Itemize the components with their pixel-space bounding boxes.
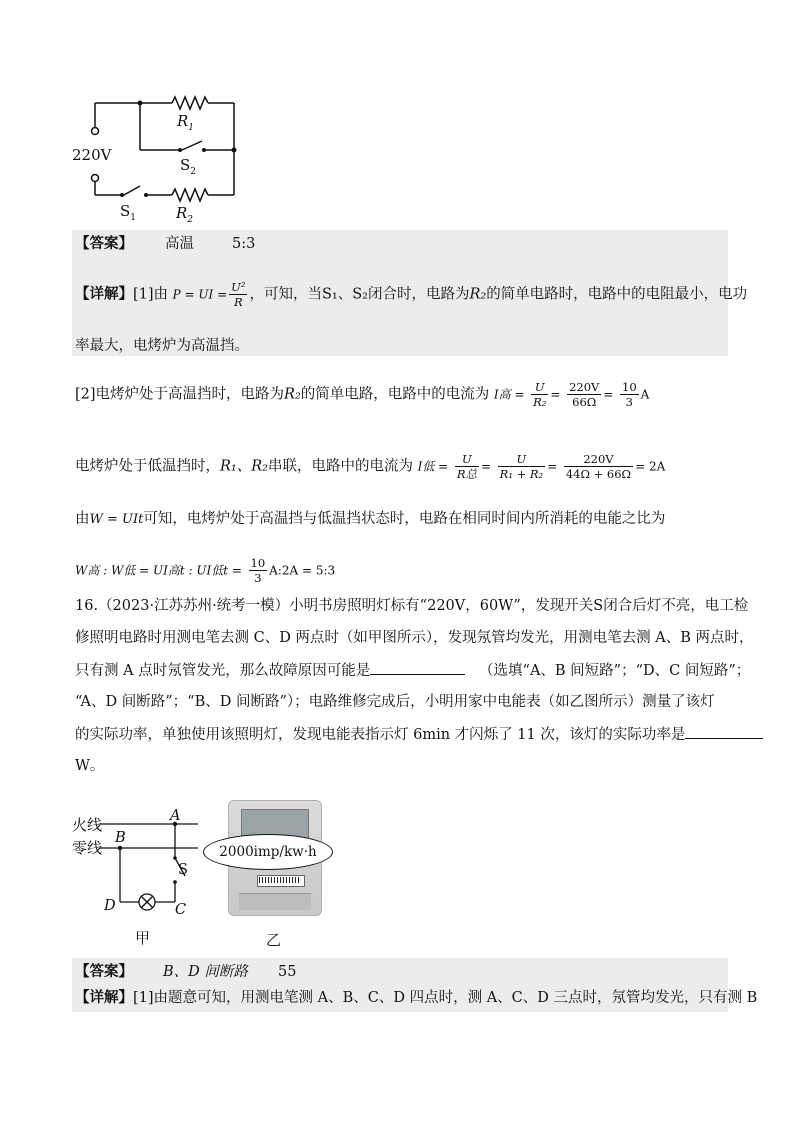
- figure-caption-jia: 甲: [135, 929, 151, 947]
- voltage-label: 220V: [72, 146, 112, 164]
- detail-line-6: W高 : W低 = UI高t : UI低t = $\frac{10}{3}$ A:2A = 5:3: [75, 556, 336, 585]
- question-16-line-2: 修照明电路时用测电笔去测 C、D 两点时（如甲图所示），发现氖管均发光，用测电笔去测 A、B 两点时，: [75, 630, 754, 646]
- s2-label: $S_2$: [180, 156, 197, 177]
- figure-caption-yi: 乙: [266, 931, 282, 949]
- answer-1-value-2: 5:3: [232, 236, 256, 252]
- question-16-line-3: 只有测 A 点时氖管发光，那么故障原因可能是 （选填“A、B 间短路”；“D、C 间短路”；: [75, 660, 750, 681]
- question-16-line-1: 16.（2023·江苏苏州·统考一模）小明书房照明灯标有“220V，60W”，发现开关S闭合后灯不亮，电工检: [75, 598, 749, 614]
- point-c-label: C: [175, 902, 187, 918]
- question-16-line-6: W。: [75, 758, 105, 774]
- r1-label: $R_1$: [177, 112, 195, 133]
- neutral-wire-label: 零线: [72, 839, 103, 857]
- answer-2-value-1: B、D 间断路: [163, 964, 248, 980]
- question-16-line-4: “A、D 间断路”；“B、D 间断路”）；电路维修完成后，小明用家中电能表（如乙图所示）测量了该灯: [75, 694, 715, 710]
- detail-line-3: [2]电烤炉处于高温挡时，电路为R₂的简单电路，电路中的电流为 I高 = $\frac{U}{\text{R₂}}$ = $\frac{220V}{66\Omega}$ = $\frac{10}{3}$ A: [75, 380, 650, 409]
- answer-1-value-1: 高温: [165, 236, 194, 252]
- point-d-label: D: [104, 898, 116, 914]
- answer-label-1: 【答案】: [75, 235, 133, 252]
- meter-constant-bubble: 2000imp/kw·h: [203, 834, 333, 870]
- answer-blank-2[interactable]: [685, 724, 763, 739]
- point-b-label: B: [115, 830, 126, 846]
- answer-label-2: 【答案】: [75, 963, 133, 980]
- answer-2-value-2: 55: [278, 964, 297, 980]
- question-16-line-5: 的实际功率，单独使用该照明灯，发现电能表指示灯 6min 才闪烁了 11 次，该灯的实际功率是: [75, 724, 763, 745]
- answer-blank-1[interactable]: [370, 660, 465, 675]
- point-a-label: A: [170, 808, 181, 824]
- detail-line-4: 电烤炉处于低温挡时，R₁、R₂串联，电路中的电流为 I低 = $\frac{U}{\text{R总}}$ = $\frac{U}{\text{R₁ + R₂}}$ = $\frac{220V}{44\Omega + 66\Omega}$ = 2A: [75, 452, 666, 481]
- detail-line-1: 【详解】[1]由 P = UI = $\frac{\text{U²}}{R}$ ，可知，当S₁、S₂闭合时，电路为R₂的简单电路时，电路中的电阻最小，电功: [75, 280, 748, 309]
- live-wire-label: 火线: [72, 816, 103, 834]
- detail-line-5: 由W = UIt可知，电烤炉处于高温挡与低温挡状态时，电路在相同时间内所消耗的电能之比为: [75, 511, 666, 527]
- detail-line-2: 率最大，电烤炉为高温挡。: [75, 338, 249, 354]
- s1-label: $S_1$: [120, 202, 137, 223]
- r2-label: $R_2$: [176, 204, 194, 225]
- detail-line-7: 【详解】[1]由题意可知，用测电笔测 A、B、C、D 四点时，测 A、C、D 三点时，氖管均发光，只有测 B: [75, 989, 758, 1006]
- switch-s-label: S: [178, 862, 188, 878]
